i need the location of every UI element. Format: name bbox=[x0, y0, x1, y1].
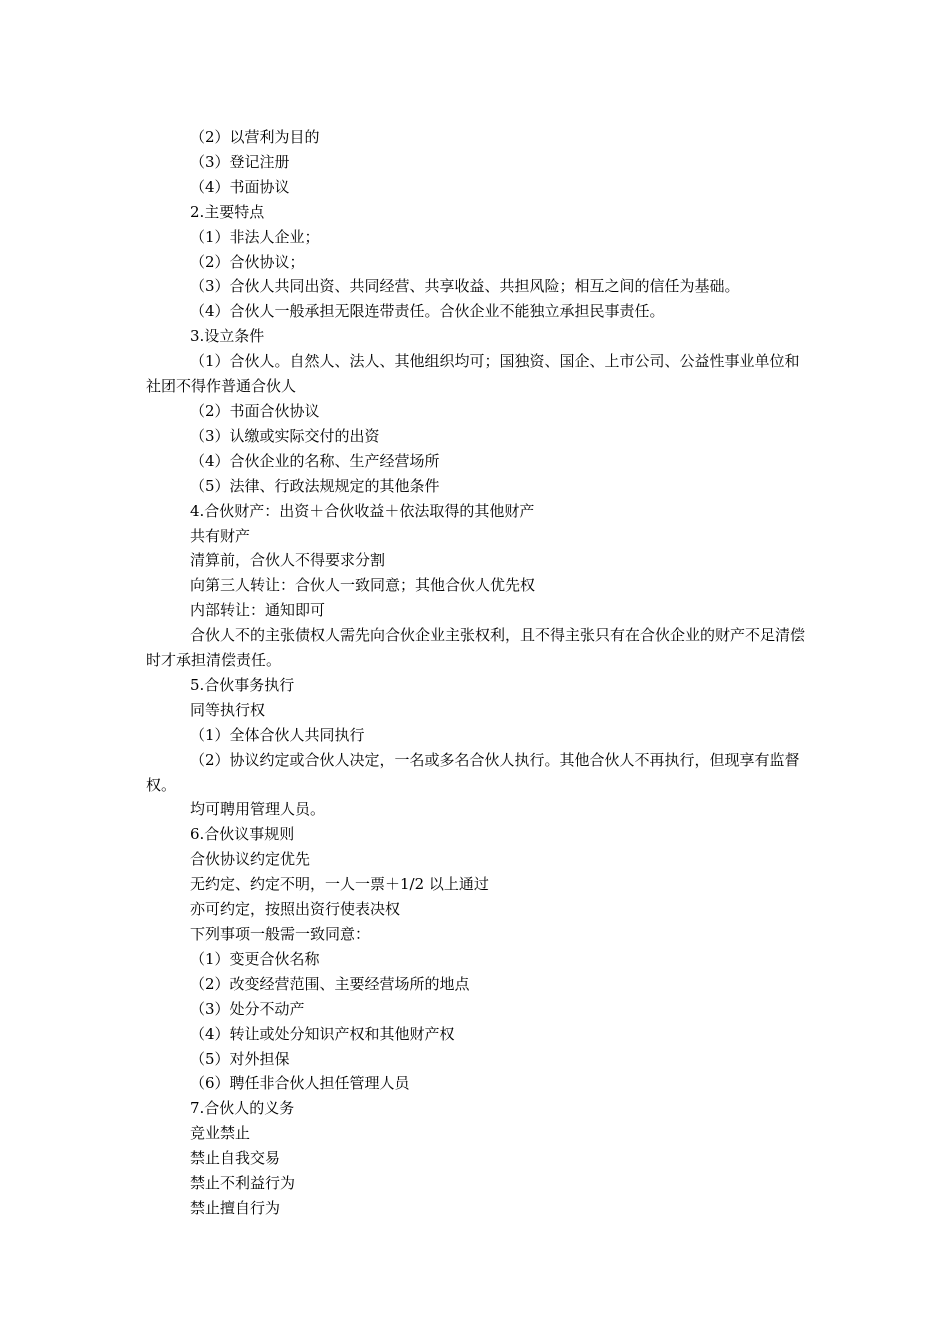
paragraph: （4）合伙企业的名称、生产经营场所 bbox=[190, 451, 440, 470]
paragraph: （3）合伙人共同出资、共同经营、共享收益、共担风险；相互之间的信任为基础。 bbox=[190, 277, 740, 296]
paragraph: 同等执行权 bbox=[190, 700, 266, 719]
section-heading: 5.合伙事务执行 bbox=[190, 675, 295, 694]
paragraph: （2）合伙协议； bbox=[190, 252, 305, 271]
section-heading: 2.主要特点 bbox=[190, 202, 265, 221]
section-heading: 4.合伙财产：出资＋合伙收益＋依法取得的其他财产 bbox=[190, 501, 535, 520]
paragraph: （4）转让或处分知识产权和其他财产权 bbox=[190, 1024, 455, 1043]
paragraph: 禁止擅自行为 bbox=[190, 1198, 281, 1217]
paragraph: 共有财产 bbox=[190, 526, 251, 545]
paragraph: 清算前，合伙人不得要求分割 bbox=[190, 551, 386, 570]
section-heading: 3.设立条件 bbox=[190, 327, 265, 346]
paragraph: 竞业禁止 bbox=[190, 1124, 251, 1143]
paragraph: 禁止不利益行为 bbox=[190, 1174, 296, 1193]
paragraph: （1）全体合伙人共同执行 bbox=[190, 725, 365, 744]
paragraph: （1）非法人企业； bbox=[190, 227, 320, 246]
paragraph: （2）改变经营范围、主要经营场所的地点 bbox=[190, 974, 470, 993]
paragraph: （4）合伙人一般承担无限连带责任。合伙企业不能独立承担民事责任。 bbox=[190, 302, 665, 321]
paragraph: （5）法律、行政法规规定的其他条件 bbox=[190, 476, 440, 495]
paragraph: 禁止自我交易 bbox=[190, 1149, 281, 1168]
paragraph: （3）处分不动产 bbox=[190, 999, 305, 1018]
paragraph: 合伙人不的主张债权人需先向合伙企业主张权利，且不得主张只有在合伙企业的财产不足清偿时才承担清偿责任。 bbox=[146, 626, 806, 670]
section-heading: 7.合伙人的义务 bbox=[190, 1099, 295, 1118]
paragraph: 下列事项一般需一致同意： bbox=[190, 925, 371, 943]
paragraph: 无约定、约定不明，一人一票＋1/2 以上通过 bbox=[190, 875, 489, 894]
paragraph: 内部转让：通知即可 bbox=[190, 601, 326, 620]
paragraph: （1）合伙人。自然人、法人、其他组织均可；国独资、国企、上市公司、公益性事业单位和社团不得作普通合伙人 bbox=[146, 352, 800, 396]
paragraph: （5）对外担保 bbox=[190, 1049, 290, 1068]
paragraph: 均可聘用管理人员。 bbox=[190, 800, 326, 819]
paragraph: 向第三人转让：合伙人一致同意；其他合伙人优先权 bbox=[190, 576, 536, 595]
paragraph: （2）书面合伙协议 bbox=[190, 401, 320, 420]
paragraph: （6）聘任非合伙人担任管理人员 bbox=[190, 1074, 410, 1093]
paragraph: （3）认缴或实际交付的出资 bbox=[190, 426, 380, 445]
paragraph: 亦可约定，按照出资行使表决权 bbox=[190, 900, 401, 919]
paragraph: （2）以营利为目的 bbox=[190, 128, 320, 146]
paragraph: （3）登记注册 bbox=[190, 152, 290, 171]
section-heading: 6.合伙议事规则 bbox=[190, 825, 295, 844]
paragraph: （4）书面协议 bbox=[190, 177, 290, 196]
document-body bbox=[146, 125, 814, 1221]
paragraph: （2）协议约定或合伙人决定，一名或多名合伙人执行。其他合伙人不再执行，但现享有监督权。 bbox=[146, 750, 800, 794]
paragraph: （1）变更合伙名称 bbox=[190, 949, 320, 968]
paragraph: 合伙协议约定优先 bbox=[190, 850, 311, 869]
